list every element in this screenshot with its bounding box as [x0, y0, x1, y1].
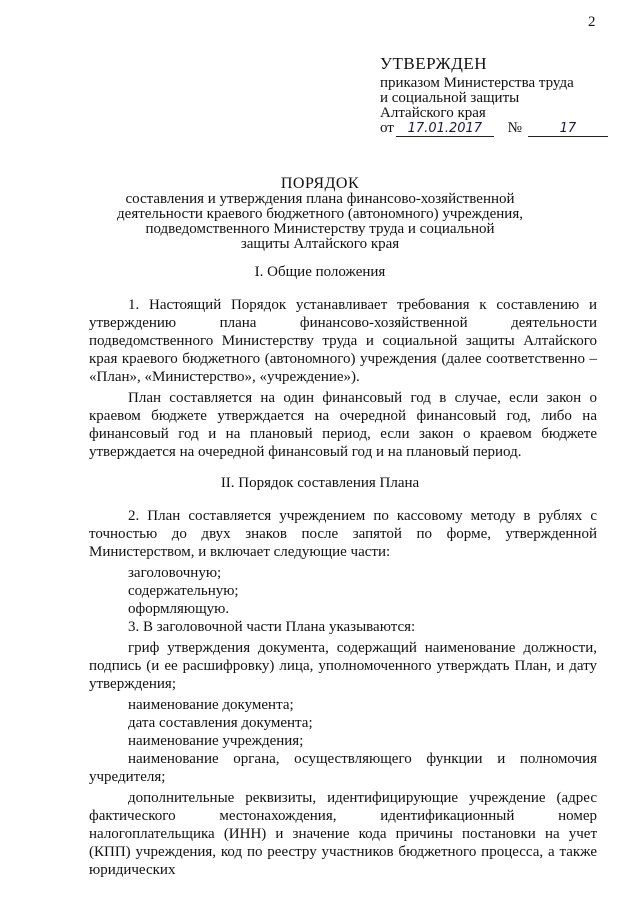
approval-block: [380, 54, 610, 137]
handwritten-date: 17.01.2017: [396, 122, 494, 137]
approval-heading: УТВЕРЖДЕН: [380, 54, 487, 73]
approval-line: приказом Министерства труда: [380, 75, 574, 91]
title-line: подведомственного Министерству труда и социальной: [145, 221, 495, 237]
paragraph: гриф утверждения документа, содержащий наименование должности, подпись (и ее расшифровку) лица, уполномоченного утверждать План, и дату утверждения;: [89, 640, 597, 692]
document-title: [100, 176, 540, 252]
title-line: деятельности краевого бюджетного (автономного) учреждения,: [117, 206, 523, 222]
section-heading-general: I. Общие положения: [254, 264, 386, 280]
paragraph: 1. Настоящий Порядок устанавливает требования к составлению и утверждению плана финансово-хозяйственной деятельности подведомственного Министерству труда и социальной защиты Алтайского края краевого бюджетного (автономного) учреждения (далее соответственно – «План», «Министерство», «учреждение»).: [89, 297, 597, 385]
list-item: наименование учреждения;: [128, 733, 304, 749]
title-line: составления и утверждения плана финансово-хозяйственной: [125, 191, 515, 207]
handwritten-number: 17: [528, 122, 608, 137]
list-item: наименование документа;: [128, 697, 294, 713]
list-item: дата составления документа;: [128, 715, 313, 731]
number-prefix: №: [507, 120, 522, 136]
list-item: содержательную;: [128, 583, 239, 599]
paragraph: 3. В заголовочной части Плана указываются:: [128, 619, 416, 635]
approval-line: Алтайского края: [380, 105, 486, 121]
page-number: 2: [588, 14, 596, 30]
list-item: заголовочную;: [128, 565, 222, 581]
approval-line: и социальной защиты: [380, 90, 520, 106]
date-prefix: от: [380, 120, 394, 136]
paragraph: дополнительные реквизиты, идентифицирующие учреждение (адрес фактического местонахождения, идентификационный номер налогоплательщика (ИНН) и значение кода причины постановки на учет (КПП) учреждения, код по реестру участников бюджетного процесса, а также юридических: [89, 790, 597, 878]
paragraph: наименование органа, осуществляющего функции и полномочия учредителя;: [89, 751, 597, 785]
approval-date-number-line: [380, 121, 610, 137]
section-heading-drafting: II. Порядок составления Плана: [220, 475, 420, 491]
section-general-body: [89, 296, 597, 464]
paragraph: 2. План составляется учреждением по кассовому методу в рублях с точностью до двух знаков после запятой по форме, утвержденной Министерством, и включает следующие части:: [89, 508, 597, 560]
paragraph: План составляется на один финансовый год в случае, если закон о краевом бюджете утверждается на очередной финансовый год, либо на финансовый год и на плановый период, если закон о краевом бюджете утверждается на очередной финансовый год и на плановый период.: [89, 390, 597, 460]
title-main: ПОРЯДОК: [280, 175, 360, 192]
title-line: защиты Алтайского края: [240, 236, 400, 252]
section-drafting-body: [89, 507, 597, 882]
list-item: оформляющую.: [128, 601, 230, 617]
